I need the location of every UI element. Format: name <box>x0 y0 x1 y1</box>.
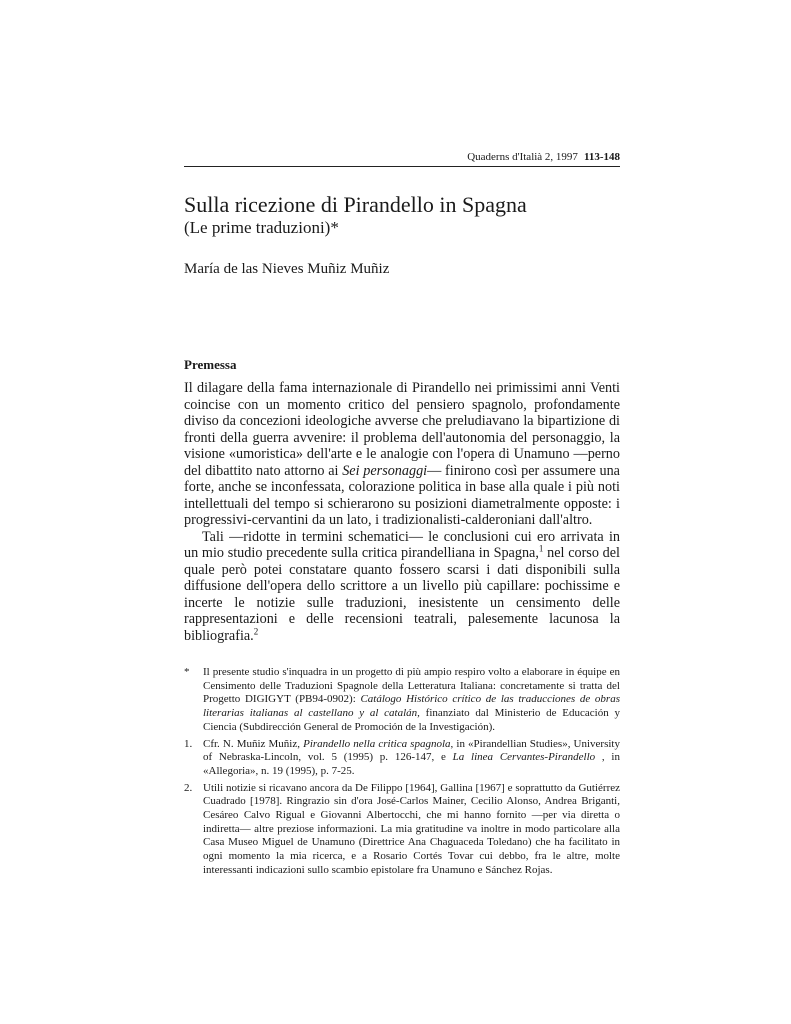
footnote-ref-2[interactable]: 2 <box>253 625 259 636</box>
footnote-text: Utili notizie si ricavano ancora da De Filippo [1964], Gallina [1967] e soprattutto da Gutiérrez Cuadrado [1978]. Ringrazio sin d'ora José-Carlos Mainer, Cecilio Alonso, Andrea Briganti, Cesáreo Calvo Rigual e Giovanni Albertocchi, che mi hanno fornito —per via diretta o indiretta— altre preziose informazioni. La mia gratitudine va inoltre in modo particolare alla Casa Museo Miguel de Unamuno (Direttrice Ana Chaguaceda Toledano) che ha facilitato in ogni momento la mia ricerca, e a Rosario Cortés Tovar cui debbo, fra le altre, molte interessanti indicazioni sullo scambio epistolare fra Unamuno e Sánchez Rojas. <box>203 781 620 876</box>
body-text <box>184 380 620 644</box>
emphasis-title: Sei personaggi <box>342 462 428 479</box>
footnotes <box>184 666 620 881</box>
footnote-2 <box>184 782 620 878</box>
section-heading: Premessa <box>184 357 237 372</box>
article-subtitle: (Le prime traduzioni)* <box>184 218 339 237</box>
footnote-1 <box>184 738 620 779</box>
paragraph-2: Tali —ridotte in termini schematici— le conclusioni cui ero arrivata in un mio studio precedente sulla critica pirandelliana in Spagna,$^1$ nel corso del quale però potei constatare quanto fossero scarsi i dati disponibili sulla diffusione dell'opera dello scrittore a un livello più capillare: pochissime e incerte le notizie sulle traduzioni, inesistente un censimento delle rappresentazioni e delle recensioni teatrali, palesemente lacunosa la bibliografia.$^2$ <box>184 528 620 644</box>
author-name: María de las Nieves Muñiz Muñiz <box>184 261 390 277</box>
header-rule <box>184 166 620 167</box>
footnote-text: Il presente studio s'inquadra in un progetto di più ampio respiro volto a elaborare in équipe en Censimento delle Traduzioni Spagnole della Letteratura Italiana: concretamente si tratta del Progetto DIGIGYT (PB94-0902): Catálogo Histórico crítico de las traducciones de obras literarias italianas al castellano y al catalán, finanziato dal Ministerio de Educación y Ciencia (Subdirección General de Promoción de la Investigación). <box>203 666 620 733</box>
footnote-marker: 2. <box>184 781 193 794</box>
footnote-text: Cfr. N. Muñiz Muñiz, Pirandello nella critica spagnola, in «Pirandellian Studies», University of Nebraska-Lincoln, vol. 5 (1995) p. 126-147, e La linea Cervantes-Pirandello , in «Allegoria», n. 19 (1995), p. 7-25. <box>203 737 620 777</box>
footnote-star <box>184 666 620 735</box>
page-range: 113-148 <box>583 151 620 163</box>
running-head <box>467 151 620 163</box>
footnote-ref-1[interactable]: 1 <box>538 543 544 554</box>
paragraph-1: Il dilagare della fama internazionale di Pirandello nei primissimi anni Venti coincise con un momento critico del pensiero spagnolo, profondamente diviso da concezioni ideologiche avverse che preludiavano la bipartizione di fronti della guerra avvenire: il problema dell'autonomia del personaggio, la visione «umoristica» dell'arte e le analogie con l'opera di Unamuno —perno del dibattito nato attorno ai Sei personaggi— finirono così per assumere una forte, anche se inconfessata, colorazione politica in base alla quale i più noti intellettuali del tempo si schierarono su posizioni diametralmente opposte: i progressivi-cervantini da un lato, i tradizionalisti-calderoniani dall'altro. <box>184 380 620 528</box>
footnote-marker: 1. <box>184 737 193 750</box>
journal-citation: Quaderns d'Italià 2, 1997 <box>467 151 578 163</box>
article-title: Sulla ricezione di Pirandello in Spagna <box>184 192 527 217</box>
footnote-marker: * <box>184 666 190 678</box>
